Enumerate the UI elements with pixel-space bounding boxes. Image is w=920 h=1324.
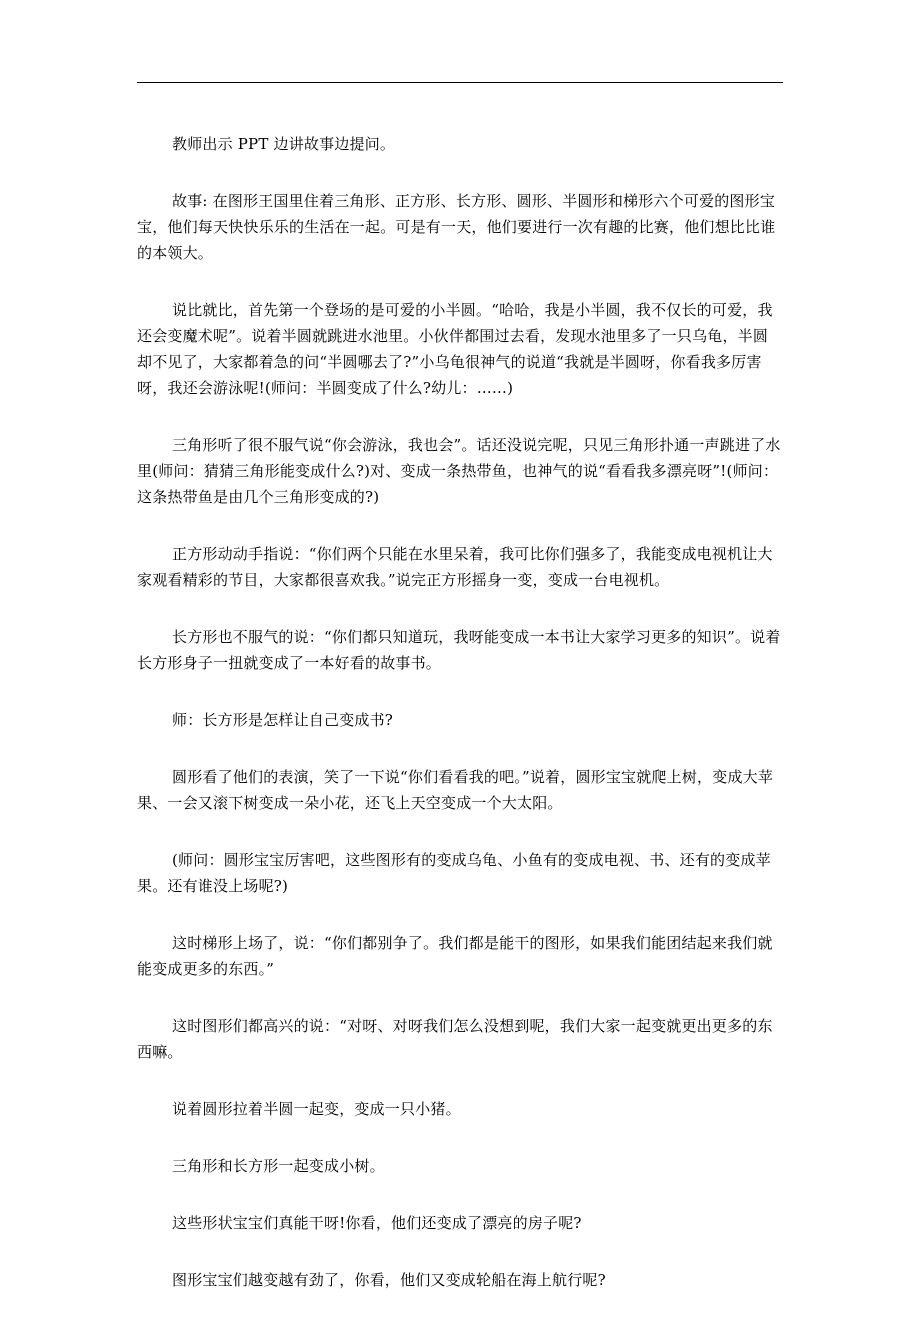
paragraph-pig: 说着圆形拉着半圆一起变，变成一只小猪。 (172, 1100, 461, 1118)
paragraph-teacher-question: 师：长方形是怎样让自己变成书? (172, 711, 394, 729)
paragraph-semicircle: 说比就比，首先第一个登场的是可爱的小半圆。“哈哈，我是小半圆，我不仅长的可爱，我还会变魔术呢”。说着半圆就跳进水池里。小伙伴都围过去看，发现水池里多了一只乌龟，半圆却不见了，大家都着急的问“半圆哪去了?”小乌龟很神气的说道“我就是半圆呀，你看我多厉害呀，我还会游泳呢!(师问：半圆变成了什么?幼儿：……) (137, 301, 773, 397)
paragraph-rectangle: 长方形也不服气的说：“你们都只知道玩，我呀能变成一本书让大家学习更多的知识”。说着长方形身子一扭就变成了一本好看的故事书。 (137, 628, 781, 672)
paragraph-house: 这些形状宝宝们真能干呀!你看，他们还变成了漂亮的房子呢? (172, 1214, 582, 1232)
paragraph-ship: 图形宝宝们越变越有劲了，你看，他们又变成轮船在海上航行呢? (172, 1271, 606, 1289)
paragraph-tree: 三角形和长方形一起变成小树。 (172, 1157, 385, 1175)
paragraph-circle: 圆形看了他们的表演，笑了一下说“你们看看我的吧。”说着，圆形宝宝就爬上树，变成大苹果、一会又滚下树变成一朵小花，还飞上天空变成一个大太阳。 (137, 768, 774, 812)
paragraph-square: 正方形动动手指说：“你们两个只能在水里呆着，我可比你们强多了，我能变成电视机让大家观看精彩的节目，大家都很喜欢我。”说完正方形摇身一变，变成一台电视机。 (137, 545, 773, 589)
paragraph-triangle: 三角形听了很不服气说“你会游泳，我也会”。话还没说完呢，只见三角形扑通一声跳进了水里(师问：猜猜三角形能变成什么?)对、变成一条热带鱼，也神气的说“看看我多漂亮呀”!(师问：这条热带鱼是由几个三角形变成的?) (137, 436, 781, 506)
paragraph-story-opening: 故事: 在图形王国里住着三角形、正方形、长方形、圆形、半圆形和梯形六个可爱的图形宝宝，他们每天快快乐乐的生活在一起。可是有一天，他们要进行一次有趣的比赛，他们想比比谁的本领大。 (137, 192, 776, 262)
paragraph-trapezoid: 这时梯形上场了，说：“你们都别争了。我们都是能干的图形，如果我们能团结起来我们就能变成更多的东西。” (137, 934, 773, 978)
document-body (137, 131, 783, 1324)
paragraph-intro: 教师出示 PPT 边讲故事边提问。 (172, 135, 396, 153)
paragraph-teacher-aside: (师问：圆形宝宝厉害吧，这些图形有的变成乌龟、小鱼有的变成电视、书、还有的变成苹果。还有谁没上场呢?) (137, 851, 771, 895)
paragraph-shapes-agree: 这时图形们都高兴的说：“对呀、对呀我们怎么没想到呢，我们大家一起变就更出更多的东西嘛。 (137, 1017, 773, 1061)
header-rule (137, 82, 783, 83)
